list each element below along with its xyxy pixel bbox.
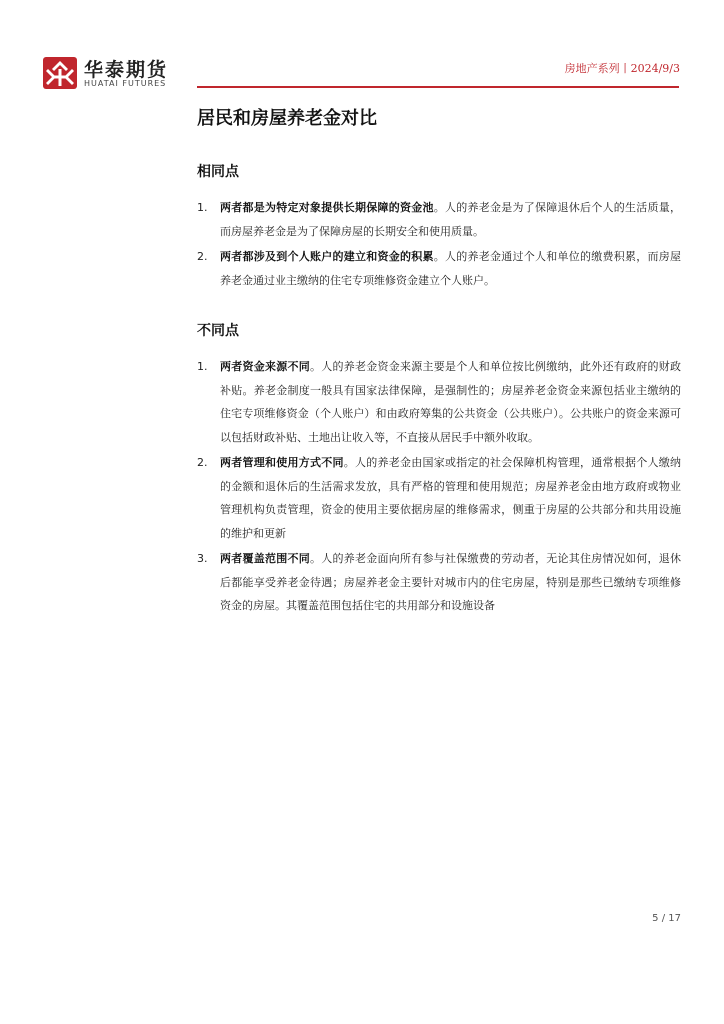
item-lead: 两者覆盖范围不同 [220, 552, 310, 565]
header-divider [197, 86, 679, 88]
similarities-list [197, 196, 681, 292]
list-item [197, 547, 681, 618]
report-date: 2024/9/3 [630, 62, 680, 75]
item-number: 2. [197, 456, 208, 469]
report-series: 房地产系列 [564, 62, 620, 75]
brand-name: 华泰期货 [84, 59, 169, 81]
item-lead: 两者都是为特定对象提供长期保障的资金池 [220, 201, 434, 214]
page-title: 居民和房屋养老金对比 [197, 108, 377, 129]
report-meta [565, 60, 680, 76]
huatai-logo-icon [43, 57, 77, 89]
list-item [197, 196, 681, 243]
item-lead: 两者都涉及到个人账户的建立和资金的积累 [220, 250, 434, 263]
item-text: 。人的养老金资金来源主要是个人和单位按比例缴纳，此外还有政府的财政补贴。养老金制度一般具有国家法律保障，是强制性的；房屋养老金资金来源包括业主缴纳的住宅专项维修资金（个人账户）和由政府筹集的公共资金（公共账户）。公共账户的资金来源可以包括财政补贴、土地出让收入等，不直接从居民手中额外收取。 [220, 360, 681, 444]
section-title: 不同点 [197, 323, 239, 339]
item-text: 。人的养老金由国家或指定的社会保障机构管理，通常根据个人缴纳的金额和退休后的生活需求发放，具有严格的管理和使用规范；房屋养老金由地方政府或物业管理机构负责管理，资金的使用主要依据房屋的维修需求，侧重于房屋的公共部分和共用设施的维护和更新 [220, 456, 681, 540]
page-number: 5 / 17 [652, 913, 681, 924]
brand-name-english: HUATAI FUTURES [84, 79, 167, 88]
differences-list [197, 355, 681, 618]
meta-separator: 丨 [619, 62, 631, 75]
item-number: 2. [197, 250, 208, 263]
item-text: 。人的养老金是为了保障退休后个人的生活质量，而房屋养老金是为了保障房屋的长期安全和使用质量。 [220, 201, 681, 238]
section-differences [197, 320, 681, 618]
item-number: 3. [197, 552, 208, 565]
list-item [197, 355, 681, 449]
section-title: 相同点 [197, 164, 239, 180]
page-header [0, 0, 724, 90]
section-similarities [197, 161, 681, 292]
list-item [197, 451, 681, 545]
list-item [197, 245, 681, 292]
item-number: 1. [197, 360, 208, 373]
item-lead: 两者管理和使用方式不同 [220, 456, 344, 469]
item-number: 1. [197, 201, 208, 214]
item-lead: 两者资金来源不同 [220, 360, 310, 373]
item-text: 。人的养老金面向所有参与社保缴费的劳动者，无论其住房情况如何，退休后都能享受养老金待遇；房屋养老金主要针对城市内的住宅房屋，特别是那些已缴纳专项维修资金的房屋。其覆盖范围包括住宅的共用部分和设施设备 [220, 552, 681, 612]
item-text: 。人的养老金通过个人和单位的缴费积累，而房屋养老金通过业主缴纳的住宅专项维修资金建立个人账户。 [220, 250, 681, 287]
